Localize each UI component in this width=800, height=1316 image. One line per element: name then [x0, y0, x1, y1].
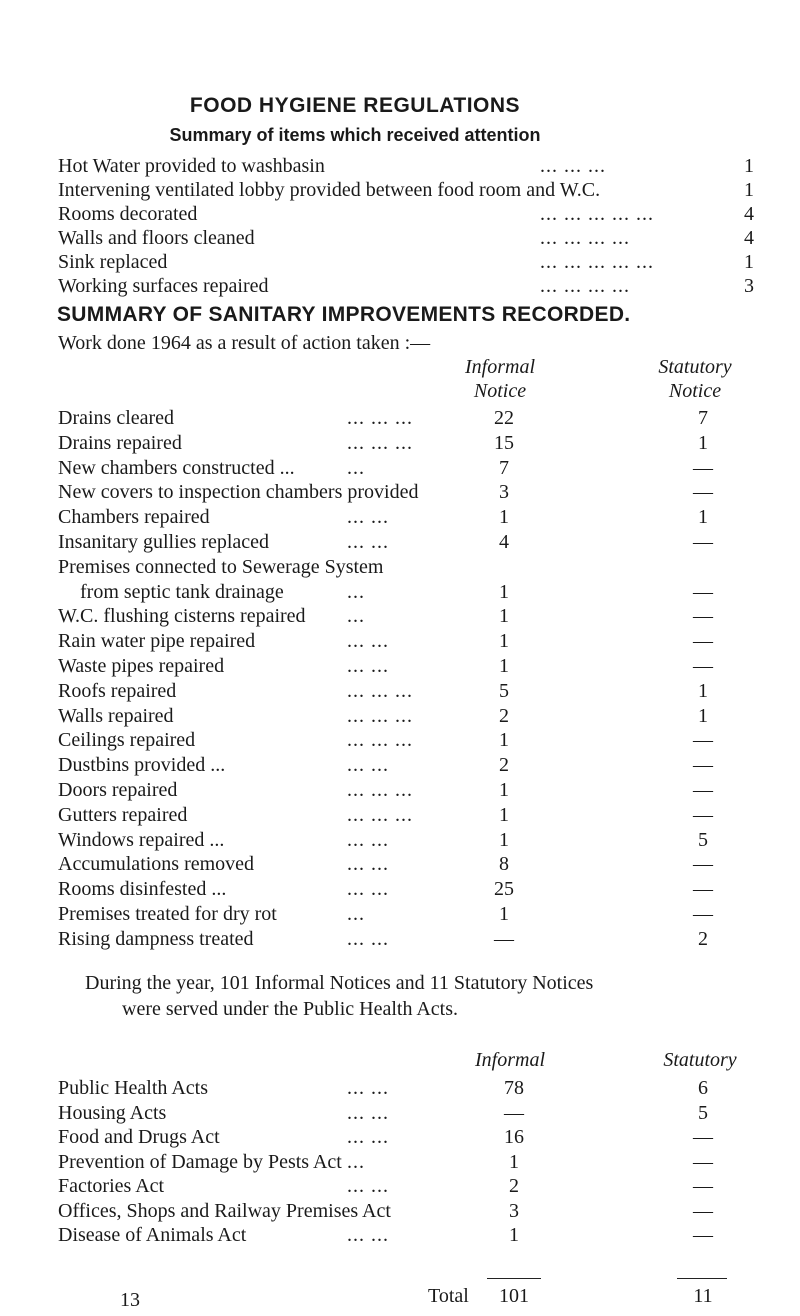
sanitary-row-statutory: — — [693, 878, 713, 901]
sanitary-row-label: Gutters repaired — [58, 803, 188, 826]
sanitary-row-informal: 1 — [499, 580, 509, 603]
acts-row-label: Public Health Acts — [58, 1077, 208, 1099]
sanitary-row-dots: ... ... — [347, 531, 389, 553]
sanitary-row-label: Accumulations removed — [58, 853, 255, 876]
food-item-count: 4 — [744, 227, 754, 249]
sanitary-row-label: Drains repaired — [58, 431, 182, 454]
sanitary-row-statutory: — — [693, 754, 713, 777]
sanitary-row-statutory: — — [693, 456, 713, 479]
notices-note-line1: During the year, 101 Informal Notices and 11 Statutory Notices — [85, 972, 594, 994]
acts-statutory-header: Statutory — [663, 1049, 737, 1071]
sanitary-row-dots: ... ... — [347, 828, 389, 851]
acts-row-statutory: — — [693, 1126, 713, 1148]
sanitary-row-statutory: 1 — [698, 506, 708, 529]
sanitary-row-label: New covers to inspection chambers provided — [58, 481, 419, 504]
sanitary-row-informal: 1 — [499, 903, 509, 925]
acts-row-informal: 78 — [504, 1077, 524, 1099]
sanitary-row-statutory: — — [693, 605, 713, 628]
sanitary-row-dots: ... ... — [347, 754, 389, 777]
sanitary-row-dots: ... — [347, 456, 365, 479]
sanitary-row-informal: 1 — [499, 803, 509, 826]
food-item-count: 1 — [744, 155, 754, 177]
sanitary-row-statutory: 2 — [698, 927, 708, 950]
acts-row-label: Prevention of Damage by Pests Act — [58, 1150, 342, 1173]
food-item-count: 3 — [744, 275, 754, 297]
sanitary-row-dots: ... ... ... — [347, 679, 413, 702]
food-item-label: Intervening ventilated lobby provided between food room and W.C. — [58, 179, 601, 201]
food-item-dots: ... ... ... ... ... — [540, 203, 654, 225]
food-item-label: Working surfaces repaired — [58, 275, 269, 297]
total-informal: 101 — [499, 1285, 529, 1307]
food-item-dots: ... ... ... ... — [540, 275, 630, 297]
acts-row-informal: 1 — [509, 1224, 519, 1246]
sanitary-row-informal: 1 — [499, 605, 509, 628]
food-hygiene-title: FOOD HYGIENE REGULATIONS — [189, 94, 521, 117]
acts-row-statutory: 5 — [698, 1101, 708, 1124]
sanitary-row-dots: ... ... — [347, 655, 389, 677]
acts-row-label: Factories Act — [58, 1175, 165, 1197]
sanitary-row-informal: 1 — [499, 779, 509, 801]
sanitary-row-label: Insanitary gullies replaced — [58, 531, 270, 553]
food-item-dots: ... ... ... ... — [540, 227, 630, 249]
statutory-header-2: Notice — [668, 380, 722, 402]
food-item-dots: ... ... ... ... ... — [540, 251, 654, 273]
notices-note-line2: were served under the Public Health Acts. — [122, 998, 459, 1020]
total-label: Total — [428, 1285, 469, 1307]
sanitary-row-label: from septic tank drainage — [80, 580, 284, 603]
food-hygiene-subtitle: Summary of items which received attention — [169, 125, 541, 145]
sanitary-row-label: Chambers repaired — [58, 506, 210, 529]
acts-row-label: Housing Acts — [58, 1101, 167, 1124]
sanitary-row-label: Walls repaired — [58, 704, 174, 727]
sanitary-row-informal: — — [494, 927, 514, 950]
acts-row-informal: — — [504, 1101, 524, 1124]
acts-row-statutory: — — [693, 1175, 713, 1197]
food-item-count: 1 — [744, 251, 754, 273]
acts-row-informal: 2 — [509, 1175, 519, 1197]
acts-row-informal: 1 — [509, 1150, 519, 1173]
acts-row-informal: 3 — [509, 1199, 519, 1222]
sanitary-row-statutory: — — [693, 853, 713, 876]
sanitary-row-label: Rooms disinfested ... — [58, 878, 227, 901]
acts-row-statutory: — — [693, 1199, 713, 1222]
sanitary-row-informal: 25 — [494, 878, 514, 901]
sanitary-row-informal: 2 — [499, 754, 509, 777]
sanitary-row-label: Rising dampness treated — [58, 927, 254, 950]
sanitary-row-dots: ... ... ... — [347, 779, 413, 801]
sanitary-row-label: Premises treated for dry rot — [58, 903, 277, 925]
food-item-label: Walls and floors cleaned — [58, 227, 255, 249]
sanitary-row-informal: 1 — [499, 729, 509, 752]
sanitary-row-statutory: — — [693, 729, 713, 752]
sanitary-row-label: Windows repaired ... — [58, 828, 225, 851]
statutory-total-rule — [677, 1278, 727, 1279]
food-item-count: 1 — [744, 179, 754, 201]
sanitary-row-label: W.C. flushing cisterns repaired — [58, 605, 306, 628]
sanitary-row-informal: 22 — [494, 407, 514, 429]
sanitary-row-statutory: — — [693, 803, 713, 826]
sanitary-row-dots: ... — [347, 580, 365, 603]
sanitary-row-statutory: 5 — [698, 828, 708, 851]
acts-row-statutory: — — [693, 1224, 713, 1246]
sanitary-row-informal: 8 — [499, 853, 509, 876]
sanitary-row-informal: 3 — [499, 481, 509, 504]
sanitary-row-statutory: — — [693, 481, 713, 504]
sanitary-row-dots: ... — [347, 605, 365, 628]
sanitary-row-dots: ... ... — [347, 506, 389, 529]
sanitary-row-informal: 15 — [494, 431, 514, 454]
sanitary-row-label: Roofs repaired — [58, 679, 177, 702]
sanitary-row-informal: 5 — [499, 679, 509, 702]
sanitary-row-label: Dustbins provided ... — [58, 754, 226, 777]
sanitary-row-statutory: — — [693, 580, 713, 603]
sanitary-row-statutory: 1 — [698, 679, 708, 702]
sanitary-row-informal: 7 — [499, 456, 509, 479]
sanitary-title: SUMMARY OF SANITARY IMPROVEMENTS RECORDED. — [57, 303, 631, 326]
sanitary-row-dots: ... ... ... — [347, 704, 413, 727]
informal-header-1: Informal — [465, 356, 535, 378]
sanitary-row-label: Waste pipes repaired — [58, 655, 225, 677]
acts-row-statutory: — — [693, 1150, 713, 1173]
acts-row-label: Disease of Animals Act — [58, 1224, 247, 1246]
food-item-label: Rooms decorated — [58, 203, 198, 225]
acts-row-label: Food and Drugs Act — [58, 1126, 220, 1148]
sanitary-row-label: Drains cleared — [58, 407, 175, 429]
sanitary-row-informal: 1 — [499, 506, 509, 529]
informal-total-rule — [487, 1278, 541, 1279]
sanitary-row-label: Ceilings repaired — [58, 729, 196, 752]
sanitary-row-dots: ... ... — [347, 878, 389, 901]
sanitary-row-statutory: — — [693, 903, 713, 925]
acts-row-dots: ... ... — [347, 1077, 389, 1099]
sanitary-row-statutory: 7 — [698, 407, 708, 429]
sanitary-row-label: New chambers constructed ... — [58, 456, 295, 479]
total-statutory: 11 — [693, 1285, 713, 1307]
acts-row-dots: ... ... — [347, 1175, 389, 1197]
sanitary-row-label: Rain water pipe repaired — [58, 630, 256, 653]
sanitary-row-dots: ... ... — [347, 927, 389, 950]
sanitary-intro: Work done 1964 as a result of action taken :— — [58, 332, 431, 354]
sanitary-row-statutory: 1 — [698, 704, 708, 727]
food-item-label: Sink replaced — [58, 251, 168, 273]
acts-row-dots: ... ... — [347, 1101, 389, 1124]
sanitary-row-informal: 1 — [499, 828, 509, 851]
acts-row-dots: ... ... — [347, 1126, 389, 1148]
sanitary-row-dots: ... — [347, 903, 365, 925]
page-number: 13 — [120, 1289, 140, 1311]
sanitary-row-informal: 1 — [499, 655, 509, 677]
food-item-label: Hot Water provided to washbasin — [58, 155, 325, 177]
sanitary-row-statutory: — — [693, 531, 713, 553]
sanitary-row-informal: 1 — [499, 630, 509, 653]
sanitary-row-label: Premises connected to Sewerage System — [58, 555, 384, 578]
sanitary-row-dots: ... ... ... — [347, 431, 413, 454]
sanitary-row-statutory: — — [693, 630, 713, 653]
sanitary-row-dots: ... ... ... — [347, 407, 413, 429]
sanitary-row-informal: 4 — [499, 531, 509, 553]
sanitary-row-statutory: 1 — [698, 431, 708, 454]
acts-informal-header: Informal — [475, 1049, 545, 1071]
sanitary-row-statutory: — — [693, 779, 713, 801]
food-item-dots: ... ... ... — [540, 155, 606, 177]
sanitary-row-informal: 2 — [499, 704, 509, 727]
acts-row-dots: ... ... — [347, 1224, 389, 1246]
acts-row-dots: ... — [347, 1150, 365, 1173]
food-item-count: 4 — [744, 203, 754, 225]
acts-row-informal: 16 — [504, 1126, 524, 1148]
acts-row-label: Offices, Shops and Railway Premises Act — [58, 1199, 391, 1222]
informal-header-2: Notice — [473, 380, 527, 402]
statutory-header-1: Statutory — [658, 356, 732, 378]
acts-row-statutory: 6 — [698, 1077, 708, 1099]
sanitary-row-dots: ... ... ... — [347, 803, 413, 826]
sanitary-row-dots: ... ... — [347, 853, 389, 876]
sanitary-row-dots: ... ... ... — [347, 729, 413, 752]
sanitary-row-statutory: — — [693, 655, 713, 677]
sanitary-row-dots: ... ... — [347, 630, 389, 653]
sanitary-row-label: Doors repaired — [58, 779, 178, 801]
